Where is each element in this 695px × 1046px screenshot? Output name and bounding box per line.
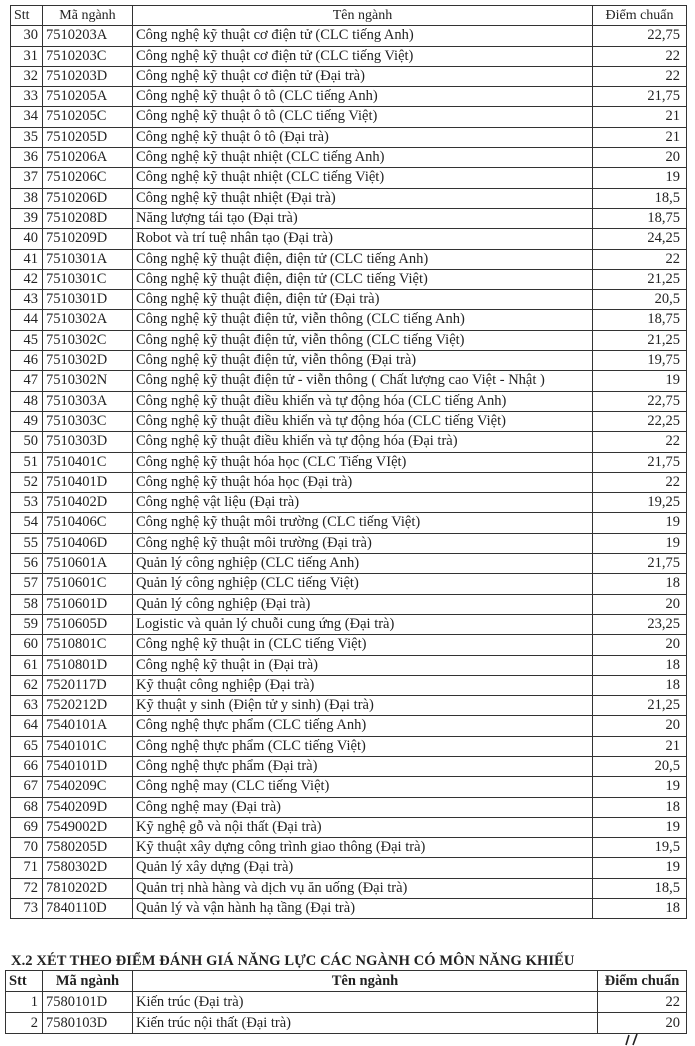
row-score: 22 [593, 249, 687, 269]
row-stt: 1 [6, 992, 43, 1013]
row-name: Quản lý công nghiệp (CLC tiếng Việt) [133, 574, 593, 594]
row-score: 20 [593, 716, 687, 736]
row-name: Công nghệ kỹ thuật nhiệt (CLC tiếng Việt) [133, 168, 593, 188]
row-code: 7510303D [43, 432, 133, 452]
row-stt: 57 [11, 574, 43, 594]
row-name: Công nghệ kỹ thuật hóa học (CLC Tiếng VIệt) [133, 452, 593, 472]
row-score: 19 [593, 817, 687, 837]
row-code: 7510303C [43, 411, 133, 431]
table-row [11, 797, 687, 817]
main-score-table [10, 5, 687, 919]
row-code: 7510206C [43, 168, 133, 188]
row-name: Công nghệ kỹ thuật cơ điện tử (CLC tiếng Việt) [133, 46, 593, 66]
table-row [11, 513, 687, 533]
table-row [11, 655, 687, 675]
row-name: Quản lý và vận hành hạ tầng (Đại trà) [133, 899, 593, 919]
row-code: 7510205A [43, 87, 133, 107]
row-name: Kiến trúc (Đại trà) [133, 992, 598, 1013]
row-score: 20,5 [593, 756, 687, 776]
row-code: 7580205D [43, 838, 133, 858]
row-name: Công nghệ kỹ thuật nhiệt (CLC tiếng Anh) [133, 148, 593, 168]
row-score: 20,5 [593, 290, 687, 310]
table-row [11, 838, 687, 858]
row-stt: 73 [11, 899, 43, 919]
row-score: 21 [593, 107, 687, 127]
row-score: 24,25 [593, 229, 687, 249]
row-stt: 40 [11, 229, 43, 249]
row-code: 7510206A [43, 148, 133, 168]
row-score: 19 [593, 168, 687, 188]
row-name: Công nghệ kỹ thuật điều khiển và tự động hóa (Đại trà) [133, 432, 593, 452]
row-code: 7510209D [43, 229, 133, 249]
row-name: Quản lý xây dựng (Đại trà) [133, 858, 593, 878]
table-row [11, 411, 687, 431]
row-code: 7520117D [43, 675, 133, 695]
row-stt: 49 [11, 411, 43, 431]
row-code: 7510601C [43, 574, 133, 594]
row-score: 21,25 [593, 330, 687, 350]
row-code: 7510205C [43, 107, 133, 127]
row-score: 18,5 [593, 878, 687, 898]
row-code: 7510303A [43, 391, 133, 411]
row-name: Công nghệ kỹ thuật điện tử - viễn thông ( Chất lượng cao Việt - Nhật ) [133, 371, 593, 391]
row-stt: 48 [11, 391, 43, 411]
row-stt: 55 [11, 533, 43, 553]
table-row [11, 46, 687, 66]
row-name: Công nghệ kỹ thuật in (CLC tiếng Việt) [133, 635, 593, 655]
row-name: Công nghệ kỹ thuật in (Đại trà) [133, 655, 593, 675]
table-row [11, 127, 687, 147]
row-name: Công nghệ kỹ thuật ô tô (CLC tiếng Anh) [133, 87, 593, 107]
table-row [11, 432, 687, 452]
table-row [11, 635, 687, 655]
row-name: Công nghệ kỹ thuật ô tô (Đại trà) [133, 127, 593, 147]
row-name: Công nghệ kỹ thuật điện tử, viễn thông (CLC tiếng Anh) [133, 310, 593, 330]
header-code: Mã ngành [43, 6, 133, 26]
row-code: 7510601D [43, 594, 133, 614]
row-name: Công nghệ kỹ thuật hóa học (Đại trà) [133, 472, 593, 492]
header-score: Điểm chuẩn [598, 971, 687, 992]
table-row [11, 716, 687, 736]
row-code: 7510801D [43, 655, 133, 675]
table-row [11, 310, 687, 330]
row-code: 7510203A [43, 26, 133, 46]
row-code: 7520212D [43, 696, 133, 716]
row-score: 19 [593, 533, 687, 553]
table-row [6, 992, 687, 1013]
sub-table-header-row [6, 971, 687, 992]
row-score: 20 [593, 594, 687, 614]
row-score: 19 [593, 858, 687, 878]
main-table-header-row [11, 6, 687, 26]
row-score: 18 [593, 899, 687, 919]
table-row [11, 533, 687, 553]
table-row [11, 899, 687, 919]
row-score: 21,25 [593, 269, 687, 289]
row-stt: 56 [11, 554, 43, 574]
row-code: 7510206D [43, 188, 133, 208]
row-stt: 60 [11, 635, 43, 655]
row-name: Công nghệ kỹ thuật môi trường (CLC tiếng Việt) [133, 513, 593, 533]
row-name: Công nghệ vật liệu (Đại trà) [133, 493, 593, 513]
row-score: 21,75 [593, 554, 687, 574]
table-row [11, 878, 687, 898]
row-code: 7540101C [43, 736, 133, 756]
row-stt: 44 [11, 310, 43, 330]
aptitude-score-table [5, 970, 687, 1034]
row-stt: 53 [11, 493, 43, 513]
row-score: 22 [593, 46, 687, 66]
row-score: 18 [593, 797, 687, 817]
row-name: Công nghệ kỹ thuật ô tô (CLC tiếng Việt) [133, 107, 593, 127]
table-row [11, 188, 687, 208]
row-stt: 36 [11, 148, 43, 168]
table-row [11, 675, 687, 695]
header-score: Điểm chuẩn [593, 6, 687, 26]
row-code: 7510402D [43, 493, 133, 513]
row-code: 7810202D [43, 878, 133, 898]
table-row [11, 493, 687, 513]
row-score: 21 [593, 736, 687, 756]
row-name: Kỹ thuật công nghiệp (Đại trà) [133, 675, 593, 695]
main-table-body [11, 26, 687, 919]
row-stt: 32 [11, 66, 43, 86]
row-name: Công nghệ kỹ thuật điện tử, viễn thông (CLC tiếng Việt) [133, 330, 593, 350]
row-stt: 62 [11, 675, 43, 695]
row-code: 7510301D [43, 290, 133, 310]
row-code: 7540101D [43, 756, 133, 776]
table-row [11, 208, 687, 228]
row-name: Công nghệ kỹ thuật điện, điện tử (CLC tiếng Việt) [133, 269, 593, 289]
table-row [11, 574, 687, 594]
row-code: 7540209D [43, 797, 133, 817]
table-row [11, 452, 687, 472]
row-code: 7580101D [43, 992, 133, 1013]
row-name: Công nghệ kỹ thuật cơ điện tử (Đại trà) [133, 66, 593, 86]
row-code: 7510301A [43, 249, 133, 269]
row-score: 22 [593, 66, 687, 86]
row-stt: 59 [11, 614, 43, 634]
row-score: 19,5 [593, 838, 687, 858]
row-score: 22 [593, 432, 687, 452]
row-code: 7540101A [43, 716, 133, 736]
row-name: Kiến trúc nội thất (Đại trà) [133, 1013, 598, 1034]
row-stt: 43 [11, 290, 43, 310]
row-stt: 37 [11, 168, 43, 188]
row-stt: 69 [11, 817, 43, 837]
row-stt: 2 [6, 1013, 43, 1034]
table-row [11, 26, 687, 46]
row-stt: 33 [11, 87, 43, 107]
row-score: 18 [593, 574, 687, 594]
row-stt: 65 [11, 736, 43, 756]
row-stt: 41 [11, 249, 43, 269]
row-code: 7510203D [43, 66, 133, 86]
row-name: Năng lượng tái tạo (Đại trà) [133, 208, 593, 228]
table-row [11, 594, 687, 614]
row-stt: 68 [11, 797, 43, 817]
row-name: Công nghệ thực phẩm (Đại trà) [133, 756, 593, 776]
row-score: 18 [593, 655, 687, 675]
row-code: 7840110D [43, 899, 133, 919]
row-stt: 64 [11, 716, 43, 736]
row-stt: 72 [11, 878, 43, 898]
table-row [6, 1013, 687, 1034]
row-score: 21 [593, 127, 687, 147]
row-name: Công nghệ may (Đại trà) [133, 797, 593, 817]
row-stt: 50 [11, 432, 43, 452]
row-name: Quản trị nhà hàng và dịch vụ ăn uống (Đại trà) [133, 878, 593, 898]
row-score: 22,75 [593, 391, 687, 411]
header-stt: Stt [6, 971, 43, 992]
table-row [11, 66, 687, 86]
table-row [11, 696, 687, 716]
row-name: Kỹ thuật y sinh (Điện tử y sinh) (Đại trà) [133, 696, 593, 716]
row-stt: 52 [11, 472, 43, 492]
table-row [11, 269, 687, 289]
table-row [11, 391, 687, 411]
row-score: 18,75 [593, 310, 687, 330]
row-code: 7580302D [43, 858, 133, 878]
row-name: Công nghệ kỹ thuật điều khiển và tự động hóa (CLC tiếng Anh) [133, 391, 593, 411]
row-code: 7510205D [43, 127, 133, 147]
row-stt: 42 [11, 269, 43, 289]
row-score: 19 [593, 777, 687, 797]
table-row [11, 330, 687, 350]
row-name: Quản lý công nghiệp (CLC tiếng Anh) [133, 554, 593, 574]
row-score: 19,25 [593, 493, 687, 513]
row-score: 21,75 [593, 87, 687, 107]
row-name: Công nghệ kỹ thuật điện, điện tử (CLC tiếng Anh) [133, 249, 593, 269]
row-score: 23,25 [593, 614, 687, 634]
row-score: 21,25 [593, 696, 687, 716]
row-code: 7510801C [43, 635, 133, 655]
row-code: 7510302D [43, 351, 133, 371]
row-name: Công nghệ kỹ thuật nhiệt (Đại trà) [133, 188, 593, 208]
table-row [11, 229, 687, 249]
row-stt: 45 [11, 330, 43, 350]
row-name: Công nghệ kỹ thuật điều khiển và tự động hóa (CLC tiếng Việt) [133, 411, 593, 431]
header-code: Mã ngành [43, 971, 133, 992]
row-code: 7510605D [43, 614, 133, 634]
row-name: Logistic và quản lý chuỗi cung ứng (Đại trà) [133, 614, 593, 634]
row-score: 22,25 [593, 411, 687, 431]
row-name: Quản lý công nghiệp (Đại trà) [133, 594, 593, 614]
row-score: 19,75 [593, 351, 687, 371]
row-name: Công nghệ kỹ thuật cơ điện tử (CLC tiếng Anh) [133, 26, 593, 46]
row-score: 22,75 [593, 26, 687, 46]
row-stt: 34 [11, 107, 43, 127]
row-stt: 31 [11, 46, 43, 66]
row-name: Công nghệ kỹ thuật điện, điện tử (Đại trà) [133, 290, 593, 310]
sub-table-body [6, 992, 687, 1034]
row-code: 7549002D [43, 817, 133, 837]
row-stt: 46 [11, 351, 43, 371]
table-row [11, 148, 687, 168]
row-stt: 58 [11, 594, 43, 614]
row-score: 19 [593, 371, 687, 391]
table-row [11, 87, 687, 107]
row-stt: 54 [11, 513, 43, 533]
row-code: 7510203C [43, 46, 133, 66]
row-name: Công nghệ kỹ thuật điện tử, viễn thông (Đại trà) [133, 351, 593, 371]
row-code: 7580103D [43, 1013, 133, 1034]
table-row [11, 554, 687, 574]
header-name: Tên ngành [133, 971, 598, 992]
table-row [11, 817, 687, 837]
row-score: 19 [593, 513, 687, 533]
row-code: 7510302C [43, 330, 133, 350]
row-score: 18,5 [593, 188, 687, 208]
row-name: Kỹ thuật xây dựng công trình giao thông (Đại trà) [133, 838, 593, 858]
table-row [11, 168, 687, 188]
header-stt: Stt [11, 6, 43, 26]
signature-mark [620, 1033, 650, 1046]
row-score: 22 [593, 472, 687, 492]
row-name: Công nghệ thực phẩm (CLC tiếng Anh) [133, 716, 593, 736]
table-row [11, 290, 687, 310]
row-code: 7510301C [43, 269, 133, 289]
row-name: Công nghệ may (CLC tiếng Việt) [133, 777, 593, 797]
row-stt: 66 [11, 756, 43, 776]
table-row [11, 614, 687, 634]
row-name: Robot và trí tuệ nhân tạo (Đại trà) [133, 229, 593, 249]
table-row [11, 107, 687, 127]
row-name: Công nghệ kỹ thuật môi trường (Đại trà) [133, 533, 593, 553]
row-score: 20 [593, 148, 687, 168]
row-stt: 67 [11, 777, 43, 797]
row-code: 7510302A [43, 310, 133, 330]
row-score: 21,75 [593, 452, 687, 472]
table-row [11, 777, 687, 797]
table-row [11, 351, 687, 371]
row-stt: 61 [11, 655, 43, 675]
row-code: 7510401D [43, 472, 133, 492]
row-stt: 51 [11, 452, 43, 472]
table-row [11, 249, 687, 269]
row-code: 7510302N [43, 371, 133, 391]
row-code: 7510406C [43, 513, 133, 533]
row-name: Công nghệ thực phẩm (CLC tiếng Việt) [133, 736, 593, 756]
row-code: 7510208D [43, 208, 133, 228]
row-stt: 35 [11, 127, 43, 147]
table-row [11, 371, 687, 391]
row-score: 18 [593, 675, 687, 695]
table-row [11, 736, 687, 756]
row-stt: 71 [11, 858, 43, 878]
row-score: 20 [598, 1013, 687, 1034]
row-name: Kỹ nghệ gỗ và nội thất (Đại trà) [133, 817, 593, 837]
row-stt: 47 [11, 371, 43, 391]
row-code: 7510406D [43, 533, 133, 553]
row-stt: 38 [11, 188, 43, 208]
section-heading: X.2 XÉT THEO ĐIỂM ĐÁNH GIÁ NĂNG LỰC CÁC NGÀNH CÓ MÔN NĂNG KHIẾU [11, 953, 575, 969]
row-stt: 63 [11, 696, 43, 716]
row-code: 7540209C [43, 777, 133, 797]
table-row [11, 472, 687, 492]
table-row [11, 756, 687, 776]
row-score: 18,75 [593, 208, 687, 228]
row-stt: 30 [11, 26, 43, 46]
row-score: 22 [598, 992, 687, 1013]
row-stt: 39 [11, 208, 43, 228]
row-score: 20 [593, 635, 687, 655]
row-code: 7510601A [43, 554, 133, 574]
row-code: 7510401C [43, 452, 133, 472]
header-name: Tên ngành [133, 6, 593, 26]
row-stt: 70 [11, 838, 43, 858]
table-row [11, 858, 687, 878]
